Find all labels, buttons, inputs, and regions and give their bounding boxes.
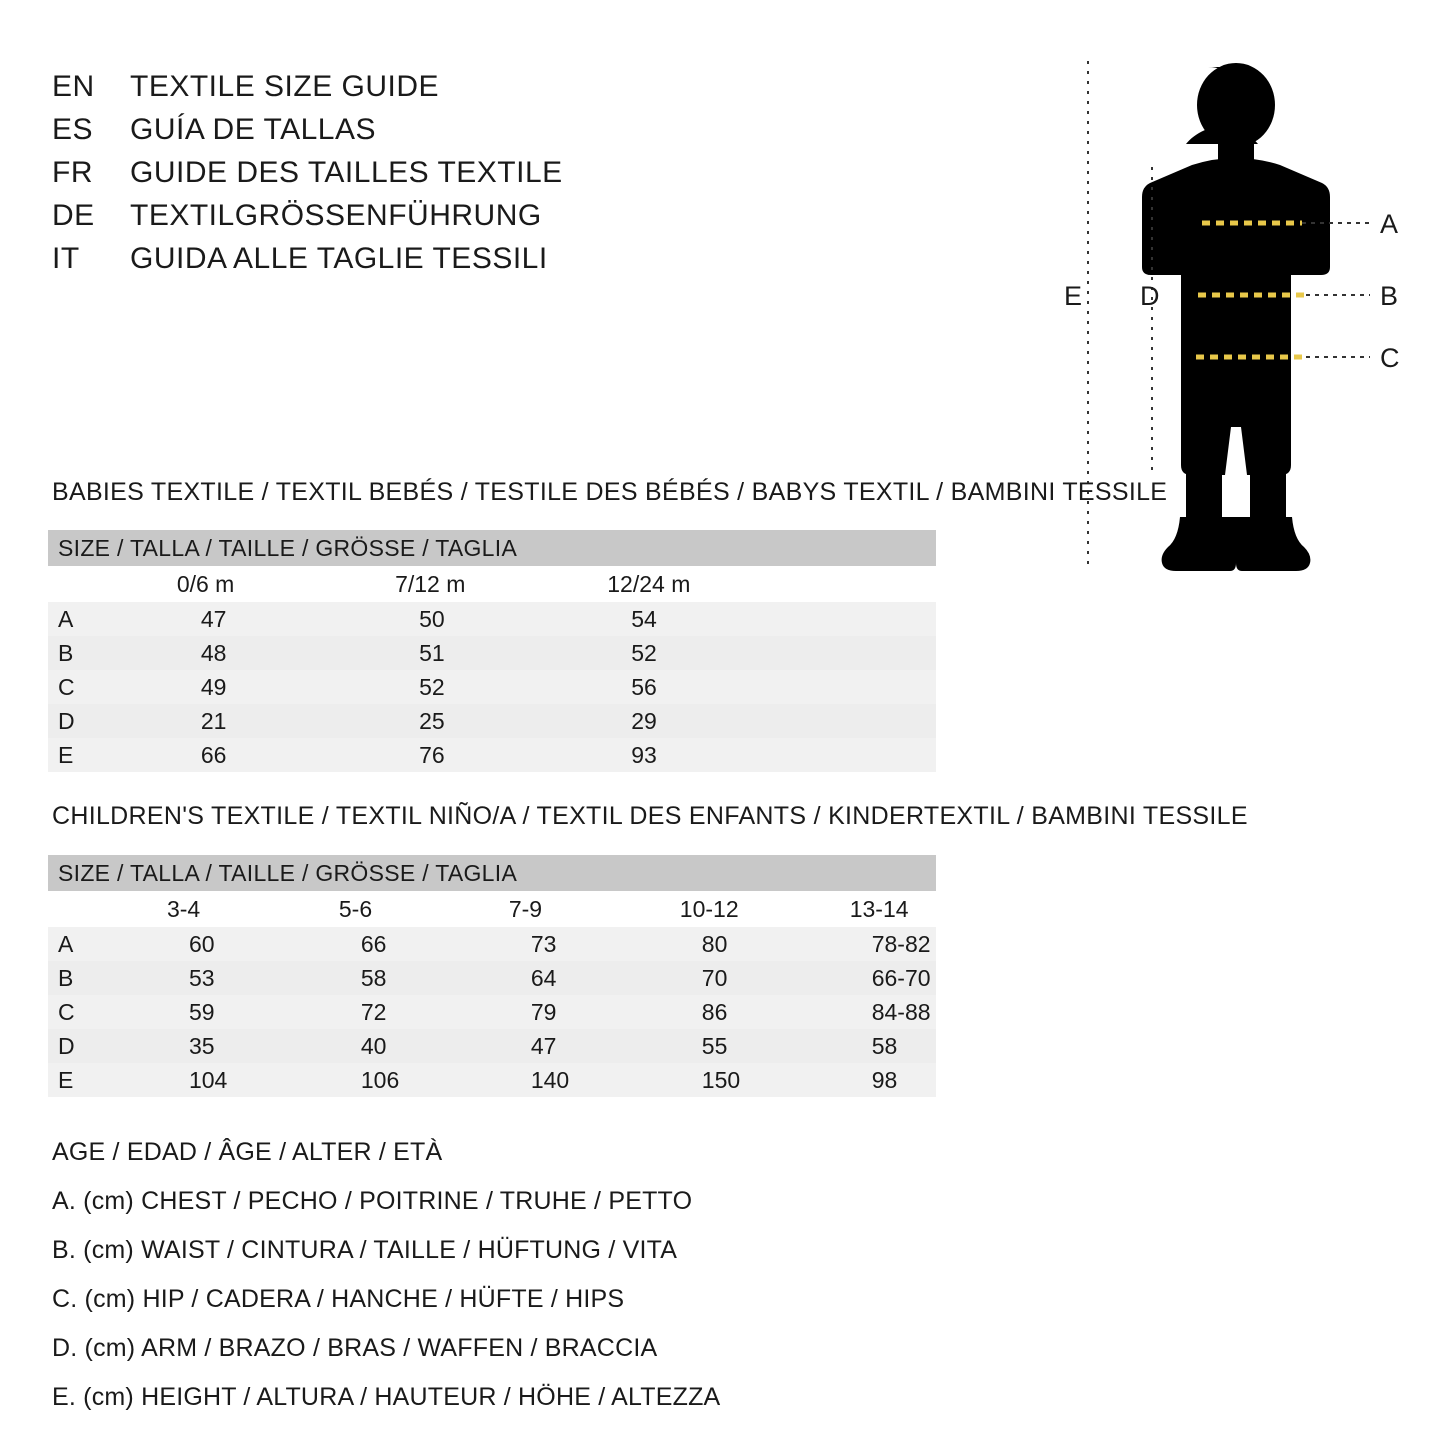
figure-label-d: D <box>1140 281 1160 311</box>
language-row-it <box>52 242 752 276</box>
corner-cell <box>48 891 79 927</box>
language-title-block <box>52 70 752 285</box>
row-value: 52 <box>311 670 523 704</box>
table-row <box>48 961 936 995</box>
row-label: B <box>48 961 79 995</box>
row-value: 48 <box>89 636 311 670</box>
measurement-legend <box>52 1138 952 1432</box>
language-title: GUIDE DES TAILLES TEXTILE <box>130 156 563 189</box>
row-value: 86 <box>592 995 764 1029</box>
child-silhouette-icon <box>1142 63 1330 571</box>
language-title: GUIDA ALLE TAGLIE TESSILI <box>130 242 548 275</box>
row-label: C <box>48 995 79 1029</box>
children-section-title: CHILDREN'S TEXTILE / TEXTIL NIÑO/A / TEXTIL DES ENFANTS / KINDERTEXTIL / BAMBINI TESSILE <box>52 802 1248 830</box>
row-value: 55 <box>592 1029 764 1063</box>
babies-column-headers <box>48 566 936 602</box>
row-value: 66 <box>251 927 423 961</box>
language-row-en <box>52 70 752 104</box>
row-value: 150 <box>592 1063 764 1097</box>
language-title: GUÍA DE TALLAS <box>130 113 376 146</box>
children-column-header: 10-12 <box>592 891 764 927</box>
row-value: 58 <box>764 1029 936 1063</box>
row-value: 40 <box>251 1029 423 1063</box>
children-column-header: 5-6 <box>251 891 423 927</box>
row-label: C <box>48 670 89 704</box>
children-size-table <box>48 855 936 1097</box>
babies-table-band <box>48 530 936 566</box>
language-code: DE <box>52 199 95 232</box>
row-value: 106 <box>251 1063 423 1097</box>
row-label: A <box>48 602 89 636</box>
row-value: 104 <box>79 1063 251 1097</box>
babies-section-title: BABIES TEXTILE / TEXTIL BEBÉS / TESTILE DES BÉBÉS / BABYS TEXTIL / BAMBINI TESSILE <box>52 478 1168 506</box>
children-band-label: SIZE / TALLA / TAILLE / GRÖSSE / TAGLIA <box>48 855 936 891</box>
row-value: 78-82 <box>764 927 936 961</box>
legend-line-height: E. (cm) HEIGHT / ALTURA / HAUTEUR / HÖHE / ALTEZZA <box>52 1383 721 1411</box>
table-row <box>48 995 936 1029</box>
row-value: 29 <box>523 704 936 738</box>
children-column-headers <box>48 891 936 927</box>
row-label: D <box>48 1029 79 1063</box>
babies-size-table <box>48 530 936 772</box>
row-value: 73 <box>423 927 592 961</box>
language-code: IT <box>52 242 80 275</box>
legend-line-waist: B. (cm) WAIST / CINTURA / TAILLE / HÜFTUNG / VITA <box>52 1236 678 1264</box>
row-value: 53 <box>79 961 251 995</box>
row-value: 35 <box>79 1029 251 1063</box>
children-table-band <box>48 855 936 891</box>
children-column-header: 3-4 <box>79 891 251 927</box>
figure-label-e: E <box>1064 281 1083 311</box>
row-value: 50 <box>311 602 523 636</box>
table-row <box>48 602 936 636</box>
children-column-header: 7-9 <box>423 891 592 927</box>
row-value: 93 <box>523 738 936 772</box>
row-value: 64 <box>423 961 592 995</box>
language-title: TEXTILGRÖSSENFÜHRUNG <box>130 199 542 232</box>
row-value: 84-88 <box>764 995 936 1029</box>
language-code: ES <box>52 113 94 146</box>
row-value: 58 <box>251 961 423 995</box>
table-row <box>48 1029 936 1063</box>
language-code: FR <box>52 156 93 189</box>
row-value: 76 <box>311 738 523 772</box>
row-value: 98 <box>764 1063 936 1097</box>
row-value: 66 <box>89 738 311 772</box>
row-value: 79 <box>423 995 592 1029</box>
row-value: 70 <box>592 961 764 995</box>
table-row <box>48 704 936 738</box>
row-label: D <box>48 704 89 738</box>
legend-line-chest: A. (cm) CHEST / PECHO / POITRINE / TRUHE / PETTO <box>52 1187 693 1215</box>
figure-label-b: B <box>1380 281 1399 311</box>
legend-line-hip: C. (cm) HIP / CADERA / HANCHE / HÜFTE / HIPS <box>52 1285 625 1313</box>
row-value: 47 <box>89 602 311 636</box>
row-value: 66-70 <box>764 961 936 995</box>
row-value: 60 <box>79 927 251 961</box>
table-row <box>48 927 936 961</box>
language-row-de <box>52 199 752 233</box>
row-label: B <box>48 636 89 670</box>
row-value: 72 <box>251 995 423 1029</box>
row-value: 54 <box>523 602 936 636</box>
row-value: 80 <box>592 927 764 961</box>
table-row <box>48 670 936 704</box>
row-value: 52 <box>523 636 936 670</box>
legend-line-arm: D. (cm) ARM / BRAZO / BRAS / WAFFEN / BRACCIA <box>52 1334 658 1362</box>
language-code: EN <box>52 70 95 103</box>
figure-label-c: C <box>1380 343 1400 373</box>
table-row <box>48 636 936 670</box>
row-label: E <box>48 738 89 772</box>
figure-label-a: A <box>1380 209 1399 239</box>
table-row <box>48 738 936 772</box>
language-title: TEXTILE SIZE GUIDE <box>130 70 440 103</box>
row-value: 47 <box>423 1029 592 1063</box>
language-row-es <box>52 113 752 147</box>
language-row-fr <box>52 156 752 190</box>
corner-cell <box>48 566 89 602</box>
table-row <box>48 1063 936 1097</box>
row-value: 25 <box>311 704 523 738</box>
row-value: 140 <box>423 1063 592 1097</box>
row-value: 21 <box>89 704 311 738</box>
babies-column-header: 7/12 m <box>311 566 523 602</box>
row-label: A <box>48 927 79 961</box>
row-value: 56 <box>523 670 936 704</box>
babies-band-label: SIZE / TALLA / TAILLE / GRÖSSE / TAGLIA <box>48 530 936 566</box>
legend-line-age: AGE / EDAD / ÂGE / ALTER / ETÀ <box>52 1138 443 1166</box>
row-label: E <box>48 1063 79 1097</box>
children-column-header: 13-14 <box>764 891 936 927</box>
row-value: 49 <box>89 670 311 704</box>
babies-column-header: 12/24 m <box>523 566 936 602</box>
row-value: 59 <box>79 995 251 1029</box>
babies-column-header: 0/6 m <box>89 566 311 602</box>
row-value: 51 <box>311 636 523 670</box>
